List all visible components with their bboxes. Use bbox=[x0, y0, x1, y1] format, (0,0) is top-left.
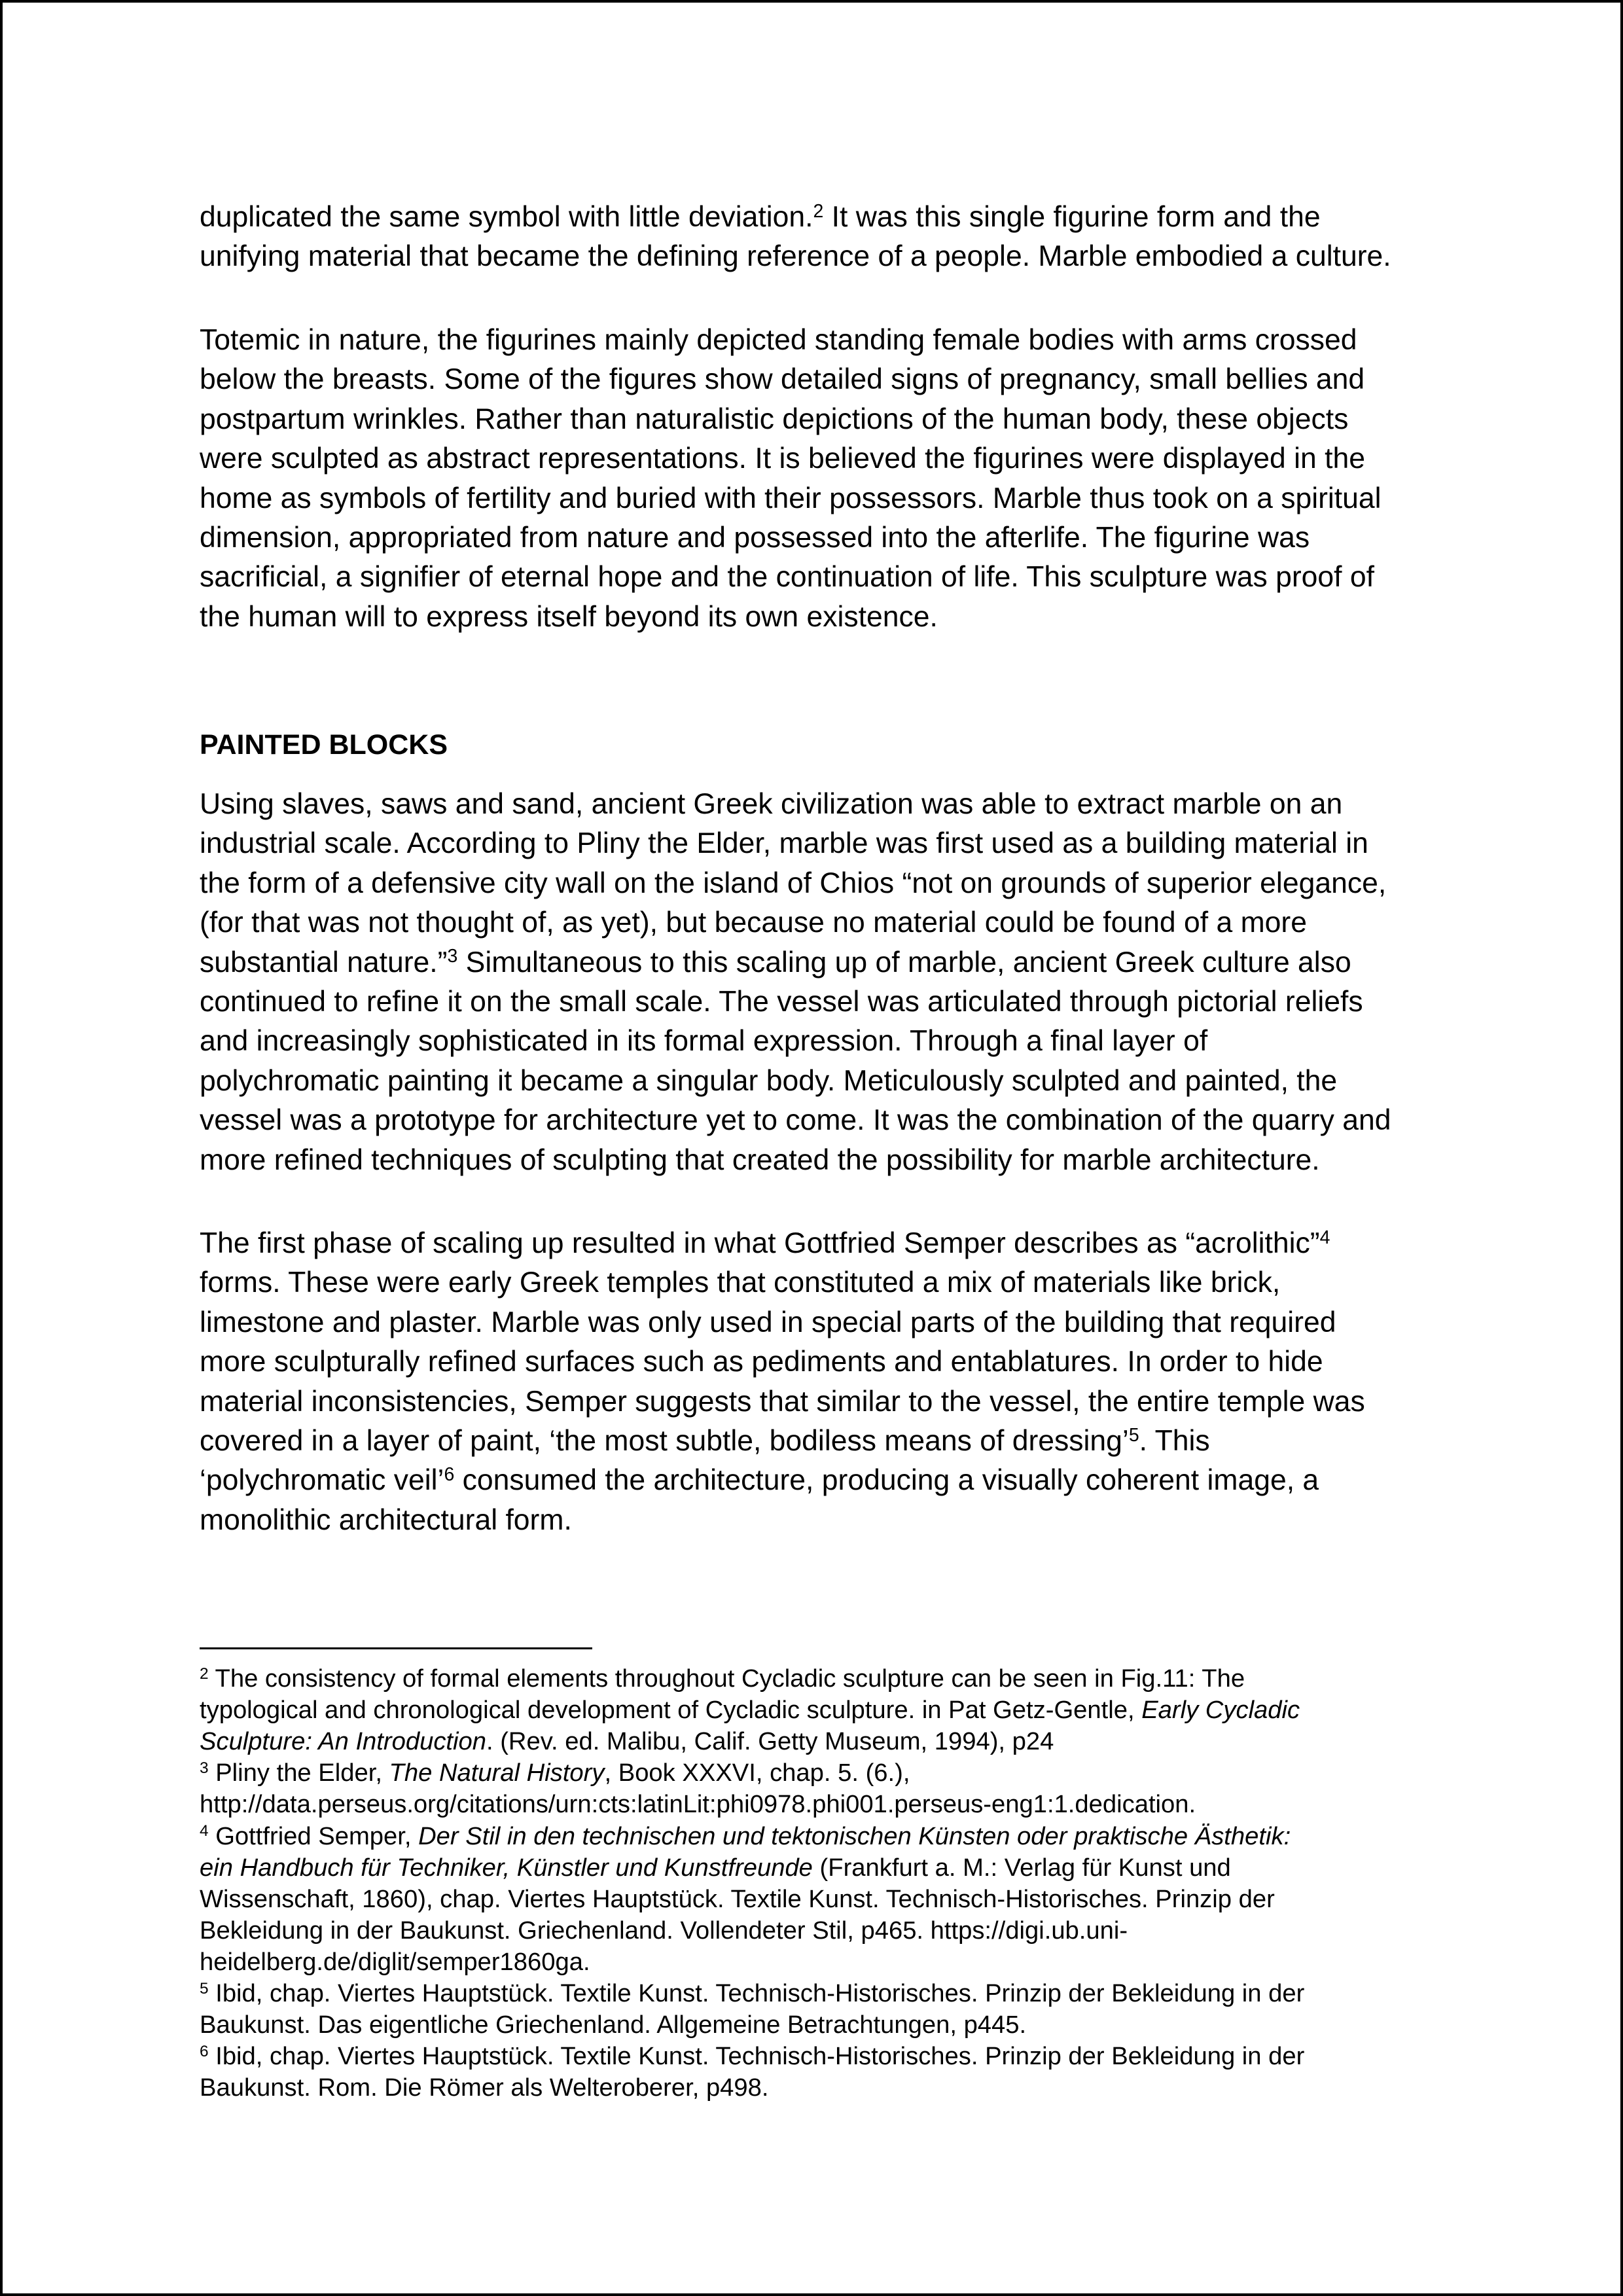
footnote-reference: 4 bbox=[1319, 1227, 1330, 1248]
italic-title: Der Stil in den technischen und tektonischen Künsten oder praktische Ästhetik: bbox=[418, 1821, 1291, 1850]
text-line bbox=[200, 400, 1348, 439]
text-run: . This bbox=[1139, 1425, 1210, 1457]
footnote-line bbox=[200, 2072, 769, 2104]
text-line bbox=[200, 1101, 1391, 1140]
footnote-reference: 2 bbox=[200, 1664, 209, 1683]
text-run: Totemic in nature, the figurines mainly depicted standing female bodies with arms crossed bbox=[200, 324, 1357, 356]
text-run: vessel was a prototype for architecture yet to come. It was the combination of the quarry and bbox=[200, 1104, 1391, 1137]
text-run: typological and chronological development of Cycladic sculpture. in Pat Getz-Gentle, bbox=[200, 1696, 1142, 1725]
text-run: Wissenschaft, 1860), chap. Viertes Hauptstück. Textile Kunst. Technisch-Historisches. Prinzip der bbox=[200, 1884, 1275, 1913]
text-line bbox=[200, 598, 938, 637]
footnote-line bbox=[200, 1757, 910, 1789]
text-line bbox=[200, 785, 1342, 824]
text-line bbox=[200, 943, 1351, 982]
text-run: Simultaneous to this scaling up of marble, ancient Greek culture also bbox=[457, 946, 1351, 978]
text-run: home as symbols of fertility and buried with their possessors. Marble thus took on a spiritual bbox=[200, 482, 1382, 514]
italic-title: The Natural History bbox=[389, 1759, 605, 1787]
text-run: http://data.perseus.org/citations/urn:cts:latinLit:phi0978.phi001.perseus-eng1:1.dedication. bbox=[200, 1790, 1196, 1819]
text-run: material inconsistencies, Semper suggests that similar to the vessel, the entire temple was bbox=[200, 1385, 1365, 1418]
text-run: and increasingly sophisticated in its formal expression. Through a final layer of bbox=[200, 1025, 1208, 1058]
text-run: limestone and plaster. Marble was only used in special parts of the building that required bbox=[200, 1306, 1336, 1338]
text-run: monolithic architectural form. bbox=[200, 1503, 572, 1536]
text-run: Ibid, chap. Viertes Hauptstück. Textile Kunst. Technisch-Historisches. Prinzip der Bekleidung in der bbox=[208, 1979, 1305, 2007]
text-run: The consistency of formal elements throughout Cycladic sculpture can be seen in Fig.11: The bbox=[208, 1664, 1245, 1693]
text-run: Bekleidung in der Baukunst. Griechenland. Vollendeter Stil, p465. https://digi.ub.uni- bbox=[200, 1916, 1128, 1945]
text-run: postpartum wrinkles. Rather than naturalistic depictions of the human body, these objects bbox=[200, 403, 1349, 435]
text-line bbox=[200, 198, 1321, 237]
footnote-line bbox=[200, 2041, 1304, 2072]
text-run: below the breasts. Some of the figures show detailed signs of pregnancy, small bellies and bbox=[200, 363, 1365, 396]
text-run: . (Rev. ed. Malibu, Calif. Getty Museum, 1994), p24 bbox=[486, 1727, 1054, 1756]
footnote-line bbox=[200, 1726, 1054, 1757]
text-run: the human will to express itself beyond its own existence. bbox=[200, 600, 938, 633]
footnote-separator bbox=[200, 1647, 592, 1649]
footnote-reference: 5 bbox=[1128, 1424, 1139, 1446]
italic-title: Early Cycladic bbox=[1141, 1696, 1300, 1725]
italic-title: ein Handbuch für Techniker, Künstler und Kunstfreunde bbox=[200, 1853, 813, 1882]
text-line bbox=[200, 1422, 1210, 1461]
footnote-reference: 2 bbox=[813, 200, 824, 222]
footnote-reference: 3 bbox=[447, 946, 458, 967]
footnote-line bbox=[200, 1852, 1231, 1884]
text-run: duplicated the same symbol with little deviation. bbox=[200, 201, 813, 233]
text-run: Baukunst. Das eigentliche Griechenland. Allgemeine Betrachtungen, p445. bbox=[200, 2011, 1027, 2039]
text-line bbox=[200, 1303, 1336, 1342]
footnote-line bbox=[200, 1915, 1128, 1946]
text-run: , Book XXXVI, chap. 5. (6.), bbox=[604, 1759, 910, 1787]
text-run: Gottfried Semper, bbox=[208, 1821, 419, 1850]
text-run: consumed the architecture, producing a visually coherent image, a bbox=[454, 1464, 1319, 1497]
text-run: Using slaves, saws and sand, ancient Greek civilization was able to extract marble on an bbox=[200, 788, 1343, 820]
text-line bbox=[200, 1224, 1330, 1263]
text-run: Pliny the Elder, bbox=[208, 1759, 389, 1787]
footnote-line bbox=[200, 2009, 1026, 2041]
text-run: It was this single figurine form and the bbox=[823, 201, 1321, 233]
text-line bbox=[200, 864, 1386, 903]
footnote-reference: 5 bbox=[200, 1979, 209, 1998]
text-run: polychromatic painting it became a singular body. Meticulously sculpted and painted, the bbox=[200, 1064, 1338, 1097]
footnote-line bbox=[200, 1821, 1291, 1852]
text-line bbox=[200, 1501, 572, 1540]
text-line bbox=[200, 439, 1365, 478]
text-line bbox=[200, 237, 1391, 276]
text-line bbox=[200, 1141, 1320, 1180]
text-run: dimension, appropriated from nature and possessed into the afterlife. The figurine was bbox=[200, 522, 1310, 554]
footnote-line bbox=[200, 1946, 590, 1978]
text-line bbox=[200, 479, 1382, 518]
text-run: Baukunst. Rom. Die Römer als Welteroberer, p498. bbox=[200, 2073, 769, 2102]
text-line bbox=[200, 1382, 1365, 1422]
text-line bbox=[200, 1461, 1319, 1500]
text-line bbox=[200, 1062, 1337, 1101]
text-run: ‘polychromatic veil’ bbox=[200, 1464, 444, 1497]
text-line bbox=[200, 1263, 1280, 1302]
text-run: unifying material that became the defining reference of a people. Marble embodied a culture. bbox=[200, 240, 1391, 273]
footnote-line bbox=[200, 1695, 1300, 1726]
text-run: were sculpted as abstract representations. It is believed the figurines were displayed in the bbox=[200, 442, 1365, 475]
footnote-line bbox=[200, 1663, 1245, 1695]
text-line bbox=[200, 360, 1364, 399]
text-line bbox=[200, 982, 1363, 1022]
text-run: (for that was not thought of, as yet), but because no material could be found of a more bbox=[200, 906, 1307, 939]
text-run: Ibid, chap. Viertes Hauptstück. Textile Kunst. Technisch-Historisches. Prinzip der Bekleidung in der bbox=[208, 2042, 1305, 2071]
text-line bbox=[200, 903, 1307, 942]
text-line bbox=[200, 824, 1368, 863]
section-heading: PAINTED BLOCKS bbox=[200, 729, 448, 761]
footnote-reference: 4 bbox=[200, 1822, 209, 1840]
text-line bbox=[200, 518, 1310, 558]
text-run: covered in a layer of paint, ‘the most subtle, bodiless means of dressing’ bbox=[200, 1425, 1129, 1457]
text-run: more sculpturally refined surfaces such as pediments and entablatures. In order to hide bbox=[200, 1346, 1323, 1378]
footnote-reference: 6 bbox=[200, 2042, 209, 2060]
text-run: The first phase of scaling up resulted in what Gottfried Semper describes as “acrolithic” bbox=[200, 1227, 1320, 1259]
footnote-line bbox=[200, 1789, 1196, 1820]
text-run: forms. These were early Greek temples that constituted a mix of materials like brick, bbox=[200, 1266, 1281, 1299]
footnote-line bbox=[200, 1884, 1275, 1915]
footnote-line bbox=[200, 1978, 1304, 2009]
text-run: heidelberg.de/diglit/semper1860ga. bbox=[200, 1947, 590, 1976]
text-run: sacrificial, a signifier of eternal hope and the continuation of life. This sculpture was proof of bbox=[200, 561, 1375, 594]
footnote-reference: 3 bbox=[200, 1759, 209, 1778]
text-run: continued to refine it on the small scale. The vessel was articulated through pictorial reliefs bbox=[200, 986, 1363, 1018]
text-run: (Frankfurt a. M.: Verlag für Kunst und bbox=[812, 1853, 1231, 1882]
text-line bbox=[200, 321, 1357, 360]
text-line bbox=[200, 558, 1374, 597]
text-run: the form of a defensive city wall on the island of Chios “not on grounds of superior elegance, bbox=[200, 867, 1387, 899]
text-run: industrial scale. According to Pliny the Elder, marble was first used as a building material in bbox=[200, 827, 1368, 860]
text-line bbox=[200, 1342, 1323, 1382]
text-run: more refined techniques of sculpting that created the possibility for marble architecture. bbox=[200, 1143, 1320, 1176]
footnote-reference: 6 bbox=[444, 1464, 455, 1486]
text-line bbox=[200, 1022, 1207, 1061]
text-run: substantial nature.” bbox=[200, 946, 448, 978]
italic-title: Sculpture: An Introduction bbox=[200, 1727, 486, 1756]
